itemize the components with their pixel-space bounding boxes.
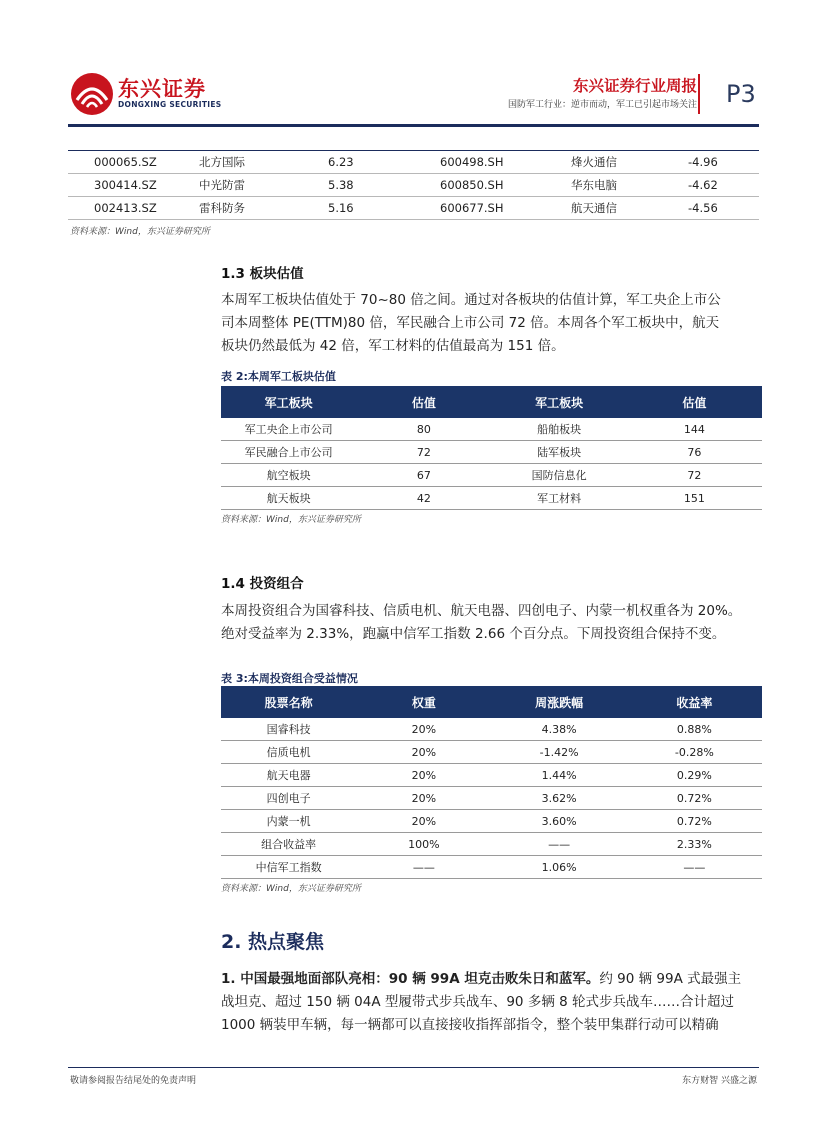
header-divider (698, 74, 700, 114)
table-cell: —— (627, 856, 762, 879)
paragraph-line: 1000 辆装甲车辆，每一辆都可以直接接收指挥部指令，整个装甲集群行动可以精确 (221, 1017, 719, 1033)
table-cell: 北方国际 (193, 151, 328, 174)
paragraph-line: 绝对受益率为 2.33%，跑赢中信军工指数 2.66 个百分点。下周投资组合保持不变。 (221, 626, 726, 642)
table-cell: 5.16 (328, 197, 440, 220)
table-cell: 3.62% (492, 787, 627, 810)
table-cell: 航空板块 (221, 464, 356, 487)
table-cell: 船舶板块 (492, 418, 627, 441)
table-cell: 002413.SZ (68, 197, 193, 220)
table-cell: 67 (356, 464, 491, 487)
table-row (68, 151, 759, 174)
table-cell: 中信军工指数 (221, 856, 356, 879)
column-header: 军工板块 (492, 386, 627, 418)
table-cell: 20% (356, 764, 491, 787)
company-logo-icon (70, 72, 114, 116)
table-cell: 内蒙一机 (221, 810, 356, 833)
table-row (221, 487, 762, 510)
table-cell: 6.23 (328, 151, 440, 174)
table-cell: 5.38 (328, 174, 440, 197)
table-row (68, 197, 759, 220)
table-cell: 600498.SH (440, 151, 565, 174)
section-1-4-heading: 1.4 投资组合 (221, 576, 304, 592)
table-cell: 3.60% (492, 810, 627, 833)
table-cell: 华东电脑 (565, 174, 680, 197)
table-cell: 20% (356, 810, 491, 833)
table-cell: 1.06% (492, 856, 627, 879)
header-rule (68, 124, 759, 127)
table-cell: 42 (356, 487, 491, 510)
table2-source: 资料来源：Wind，东兴证券研究所 (221, 515, 361, 525)
table-row (221, 741, 762, 764)
table-cell: -4.62 (680, 174, 759, 197)
section-1-4-paragraph (221, 600, 766, 646)
section-2-heading: 2. 热点聚焦 (221, 931, 325, 953)
paragraph-line: 战坦克、超过 150 辆 04A 型履带式步兵战车、90 多辆 8 轮式步兵战车……合计超过 (221, 994, 734, 1010)
section-1-3-heading: 1.3 板块估值 (221, 266, 304, 282)
column-header: 收益率 (627, 686, 762, 718)
column-header: 周涨跌幅 (492, 686, 627, 718)
table-cell: 72 (627, 464, 762, 487)
table-cell: 军民融合上市公司 (221, 441, 356, 464)
table-cell: 76 (627, 441, 762, 464)
table-cell: 20% (356, 718, 491, 741)
table-cell: 组合收益率 (221, 833, 356, 856)
table-row (221, 764, 762, 787)
table3-source: 资料来源：Wind，东兴证券研究所 (221, 884, 361, 894)
table-cell: -4.96 (680, 151, 759, 174)
table-row (221, 810, 762, 833)
table-cell: 1.44% (492, 764, 627, 787)
table-cell: 600677.SH (440, 197, 565, 220)
table-row (221, 787, 762, 810)
table-cell: 000065.SZ (68, 151, 193, 174)
table3-caption: 表 3:本周投资组合受益情况 (221, 672, 358, 685)
paragraph-line: 板块仍然最低为 42 倍，军工材料的估值最高为 151 倍。 (221, 338, 565, 354)
footer-slogan: 东方财智 兴盛之源 (682, 1076, 757, 1086)
table-row (221, 833, 762, 856)
sector-valuation-table (221, 386, 762, 510)
table-cell: 72 (356, 441, 491, 464)
table-cell: 0.29% (627, 764, 762, 787)
table-cell: 20% (356, 741, 491, 764)
table-cell: 300414.SZ (68, 174, 193, 197)
table-row (221, 856, 762, 879)
table-cell: 国睿科技 (221, 718, 356, 741)
column-header: 股票名称 (221, 686, 356, 718)
table-cell: 600850.SH (440, 174, 565, 197)
table-cell: 4.38% (492, 718, 627, 741)
column-header: 军工板块 (221, 386, 356, 418)
table-cell: 航天电器 (221, 764, 356, 787)
footer-rule (68, 1067, 759, 1068)
table-row (68, 174, 759, 197)
table-cell: 151 (627, 487, 762, 510)
table-row (221, 441, 762, 464)
table-cell: 中光防雷 (193, 174, 328, 197)
paragraph-line: 本周投资组合为国睿科技、信质电机、航天电器、四创电子、内蒙一机权重各为 20%。 (221, 603, 742, 619)
table-cell: 信质电机 (221, 741, 356, 764)
table-cell: -1.42% (492, 741, 627, 764)
table-cell: 144 (627, 418, 762, 441)
report-title: 东兴证券行业周报 (572, 77, 697, 95)
hot-topic-headline: 1. 中国最强地面部队亮相：90 辆 99A 坦克击败朱日和蓝军。 (221, 971, 600, 987)
table-cell: 国防信息化 (492, 464, 627, 487)
section-1-3-paragraph (221, 289, 766, 358)
column-header: 估值 (627, 386, 762, 418)
table-cell: 20% (356, 787, 491, 810)
table2-caption: 表 2:本周军工板块估值 (221, 370, 336, 383)
table-cell: 0.88% (627, 718, 762, 741)
logo-text-en: DONGXING SECURITIES (118, 100, 222, 109)
stock-change-table (68, 150, 759, 220)
column-header: 估值 (356, 386, 491, 418)
table-cell: 航天板块 (221, 487, 356, 510)
table-cell: 陆军板块 (492, 441, 627, 464)
portfolio-return-table (221, 686, 762, 879)
paragraph-line (221, 968, 766, 991)
table-cell: 0.72% (627, 787, 762, 810)
paragraph-text: 约 90 辆 99A 式最强主 (599, 971, 742, 987)
paragraph-line: 司本周整体 PE(TTM)80 倍，军民融合上市公司 72 倍。本周各个军工板块中，航天 (221, 315, 720, 331)
table-cell: —— (492, 833, 627, 856)
table-row (221, 418, 762, 441)
table-cell: 烽火通信 (565, 151, 680, 174)
table-cell: -4.56 (680, 197, 759, 220)
table-cell: 雷科防务 (193, 197, 328, 220)
table-row (221, 718, 762, 741)
section-2-paragraph (221, 968, 766, 1037)
report-subtitle: 国防军工行业：逆市而动，军工已引起市场关注 (507, 100, 697, 110)
table-cell: 100% (356, 833, 491, 856)
column-header: 权重 (356, 686, 491, 718)
table-cell: 四创电子 (221, 787, 356, 810)
table-cell: 军工材料 (492, 487, 627, 510)
table-cell: 航天通信 (565, 197, 680, 220)
paragraph-line: 本周军工板块估值处于 70~80 倍之间。通过对各板块的估值计算，军工央企上市公 (221, 292, 721, 308)
table1-source: 资料来源：Wind，东兴证券研究所 (70, 227, 210, 237)
table-row (221, 464, 762, 487)
table-cell: 0.72% (627, 810, 762, 833)
table-cell: -0.28% (627, 741, 762, 764)
table-cell: 80 (356, 418, 491, 441)
page-number: P3 (726, 80, 756, 108)
table-cell: 2.33% (627, 833, 762, 856)
table-cell: —— (356, 856, 491, 879)
footer-disclaimer: 敬请参阅报告结尾处的免责声明 (70, 1076, 197, 1086)
table-cell: 军工央企上市公司 (221, 418, 356, 441)
logo-text-cn: 东兴证券 (118, 77, 206, 101)
